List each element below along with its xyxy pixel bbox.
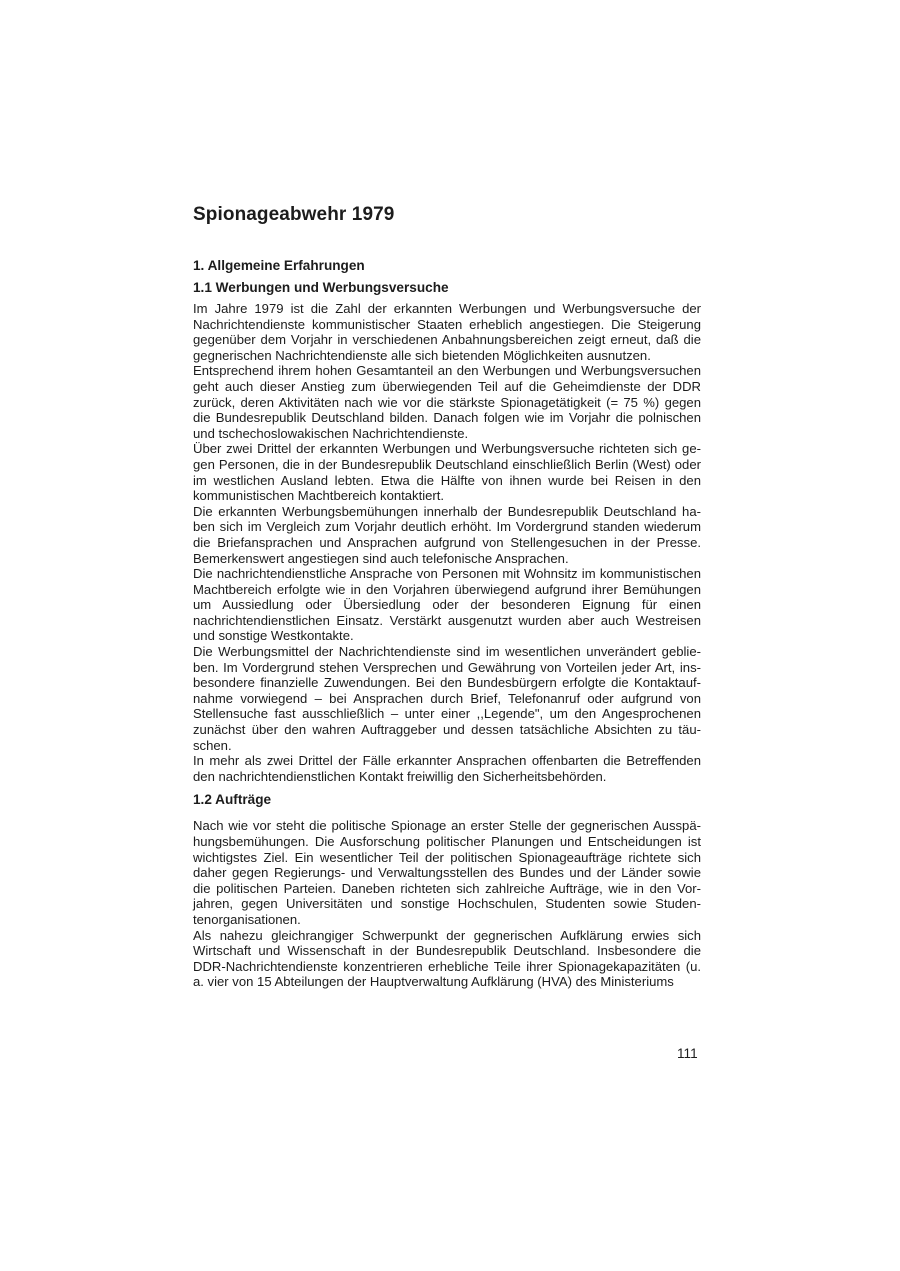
document-title: Spionageabwehr 1979: [193, 204, 395, 225]
paragraph: Die Werbungsmittel der Nachrichtendienste sind im wesentlichen unverändert geblieben. Im Vordergrund stehen Versprechen und Gewährung von Vorteilen jeder Art, insbesondere finanzielle Zuwendungen. Bei den Bundesbürgern erfolgte die Kontaktaufnahme vorwiegend – bei Ansprachen durch Brief, Telefonanruf oder aufgrund von Stellensuche fast ausschließlich – unter einer ,,Legende", um den Angesprochenen zunächst über den wahren Auftraggeber und dessen tatsächliche Absichten zu täuschen.: [193, 644, 701, 753]
paragraph: Über zwei Drittel der erkannten Werbungen und Werbungsversuche richteten sich gegen Personen, die in der Bundesrepublik Deutschland einschließlich Berlin (West) oder im westlichen Ausland lebten. Etwa die Hälfte von ihnen wurde bei Reisen in den kommunistischen Machtbereich kontaktiert.: [193, 441, 701, 504]
paragraph: Nach wie vor steht die politische Spionage an erster Stelle der gegnerischen Ausspähungsbemühungen. Die Ausforschung politischer Planungen und Entscheidungen ist wichtigstes Ziel. Ein wesentlicher Teil der politischen Spionageaufträge richtete sich daher gegen Regierungs- und Verwaltungsstellen des Bundes und der Länder sowie die politischen Parteien. Daneben richteten sich zahlreiche Aufträge, wie in den Vorjahren, gegen Universitäten und sonstige Hochschulen, Studenten sowie Studentenorganisationen.: [193, 818, 701, 927]
page-number: 111: [677, 1046, 698, 1061]
section-heading-1-1: 1.1 Werbungen und Werbungsversuche: [193, 280, 449, 295]
paragraph: Im Jahre 1979 ist die Zahl der erkannten Werbungen und Werbungsversuche der Nachrichtendienste kommunistischer Staaten erheblich angestiegen. Die Steigerung gegenüber dem Vorjahr in verschiedenen Anbahnungsbereichen zeigt erneut, daß die gegnerischen Nachrichtendienste alle sich bietenden Möglichkeiten ausnutzen.: [193, 301, 701, 363]
paragraph: Als nahezu gleichrangiger Schwerpunkt der gegnerischen Aufklärung erwies sich Wirtschaft und Wissenschaft in der Bundesrepublik Deutschland. Insbesondere die DDR-Nachrichtendienste konzentrieren erhebliche Teile ihrer Spionagekapazitäten (u. a. vier von 15 Abteilungen der Hauptverwaltung Aufklärung (HVA) des Ministeriums: [193, 927, 701, 990]
section-heading-1: 1. Allgemeine Erfahrungen: [193, 258, 365, 273]
section-heading-1-2: 1.2 Aufträge: [193, 792, 272, 808]
paragraph: Entsprechend ihrem hohen Gesamtanteil an den Werbungen und Werbungsversuchen geht auch dieser Anstieg zum überwiegenden Teil auf die Geheimdienste der DDR zurück, deren Aktivitäten nach wie vor die stärkste Spionagetätigkeit (= 75 %) gegen die Bundesrepublik Deutschland bilden. Danach folgen wie im Vorjahr die polnischen und tschechoslowakischen Nachrichtendienste.: [193, 363, 701, 441]
paragraph: In mehr als zwei Drittel der Fälle erkannter Ansprachen offenbarten die Betreffenden den nachrichtendienstlichen Kontakt freiwillig den Sicherheitsbehörden.: [193, 753, 701, 784]
paragraph: Die nachrichtendienstliche Ansprache von Personen mit Wohnsitz im kommunistischen Machtbereich erfolgte wie in den Vorjahren überwiegend aufgrund ihrer Bemühungen um Aussiedlung oder Übersiedlung oder der besonderen Eignung für einen nachrichtendienstlichen Einsatz. Verstärkt ausgenutzt wurden aber auch Westreisen und sonstige Westkontakte.: [193, 566, 701, 644]
paragraph: Die erkannten Werbungsbemühungen innerhalb der Bundesrepublik Deutschland haben sich im Vergleich zum Vorjahr deutlich erhöht. Im Vordergrund standen wiederum die Briefansprachen und Ansprachen aufgrund von Stellengesuchen in der Presse. Bemerkenswert angestiegen sind auch telefonische Ansprachen.: [193, 503, 701, 566]
page-content: [193, 203, 701, 990]
